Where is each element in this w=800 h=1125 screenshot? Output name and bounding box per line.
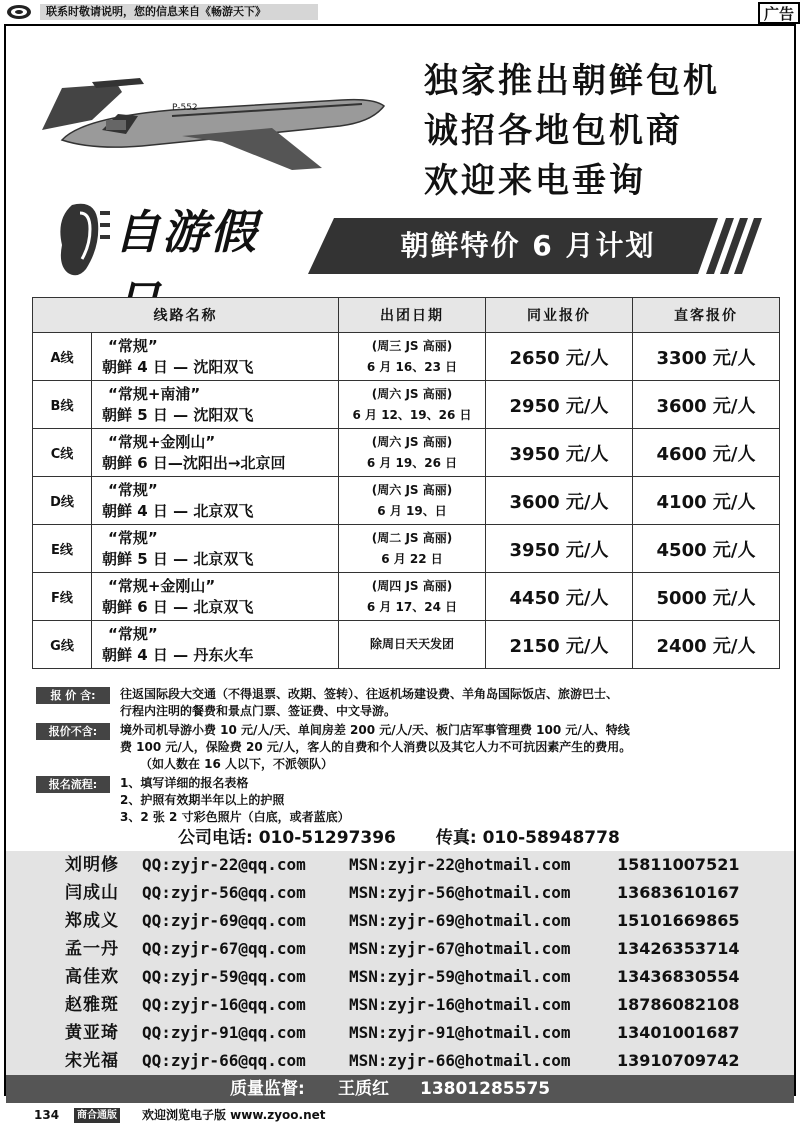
retail-price: 4600 元/人 (633, 429, 780, 477)
contact-name: 宋光福 (65, 1051, 119, 1071)
route-cell (92, 573, 339, 621)
date-airline: (周三 JS 高丽) (371, 338, 453, 353)
note-included-label: 报 价 含: (36, 687, 110, 704)
contact-name: 高佳欢 (65, 967, 119, 987)
date-days: 6 月 19、日 (377, 503, 447, 518)
contact-phone: 15811007521 (617, 855, 740, 874)
trade-price: 3950 元/人 (486, 429, 633, 477)
note-line: （如人数在 16 人以下，不派领队） (140, 757, 334, 771)
contact-name: 闫成山 (65, 883, 119, 903)
trade-price: 2950 元/人 (486, 381, 633, 429)
date-airline: (周二 JS 高丽) (371, 530, 453, 545)
note-excluded (36, 722, 776, 773)
note-line: 行程内注明的餐费和景点门票、签证费、中文导游。 (120, 704, 397, 718)
notice-strip (40, 4, 318, 20)
header-route: 线路名称 (33, 298, 339, 333)
retail-price: 3300 元/人 (633, 333, 780, 381)
note-process-label: 报名流程: (36, 776, 110, 793)
line-code: D线 (33, 477, 92, 525)
retail-price: 2400 元/人 (633, 621, 780, 669)
date-airline: (周六 JS 高丽) (371, 386, 453, 401)
list-item (6, 991, 794, 1019)
company-contact-line (178, 826, 738, 850)
date-cell (339, 525, 486, 573)
route-type: “常规+金刚山” (108, 576, 216, 595)
contact-phone: 13683610167 (617, 883, 740, 902)
contact-qq: QQ:zyjr-16@qq.com (142, 995, 306, 1014)
route-type: “常规” (108, 336, 158, 355)
list-item (6, 935, 794, 963)
date-cell (339, 381, 486, 429)
route-cell (92, 477, 339, 525)
promo-banner (308, 218, 770, 274)
contact-msn: MSN:zyjr-69@hotmail.com (349, 911, 571, 930)
date-days: 6 月 17、24 日 (366, 599, 458, 614)
line-code: F线 (33, 573, 92, 621)
route-cell (92, 333, 339, 381)
supervision-phone: 13801285575 (420, 1079, 551, 1099)
table-row (33, 621, 780, 669)
website-text: 欢迎浏览电子版 www.zyoo.net (142, 1108, 326, 1122)
banner-title: 朝鲜特价 6 月计划 (400, 229, 656, 262)
contact-name: 刘明修 (65, 855, 119, 875)
table-row (33, 573, 780, 621)
contact-name: 孟一丹 (65, 939, 119, 959)
headline-line-2: 诚招各地包机商 (424, 111, 683, 151)
retail-price: 4100 元/人 (633, 477, 780, 525)
ad-label: 广告 (758, 2, 800, 24)
date-days: 6 月 19、26 日 (366, 455, 458, 470)
contact-phone: 15101669865 (617, 911, 740, 930)
route-type: “常规” (108, 624, 158, 643)
contact-qq: QQ:zyjr-91@qq.com (142, 1023, 306, 1042)
trade-price: 2650 元/人 (486, 333, 633, 381)
line-code: A线 (33, 333, 92, 381)
contact-phone: 13910709742 (617, 1051, 740, 1070)
route-type: “常规+南浦” (108, 384, 201, 403)
headline-block (424, 56, 784, 206)
date-airline: (周六 JS 高丽) (371, 434, 453, 449)
page-footer (0, 1106, 800, 1125)
company-phone: 公司电话: 010-51297396 (178, 828, 396, 848)
contact-msn: MSN:zyjr-66@hotmail.com (349, 1051, 571, 1070)
brand-name: 自游假 (114, 205, 258, 259)
contact-name: 郑成义 (65, 911, 119, 931)
date-days: 6 月 12、19、26 日 (352, 407, 472, 422)
trade-price: 4450 元/人 (486, 573, 633, 621)
line-code: G线 (33, 621, 92, 669)
note-line: 3、2 张 2 寸彩色照片（白底，或者蓝底） (120, 810, 350, 824)
table-row (33, 525, 780, 573)
note-line: 1、填写详细的报名表格 (120, 776, 249, 790)
contact-phone: 18786082108 (617, 995, 740, 1014)
line-code: E线 (33, 525, 92, 573)
contact-qq: QQ:zyjr-22@qq.com (142, 855, 306, 874)
date-cell (339, 477, 486, 525)
contact-name: 赵雅斑 (65, 995, 119, 1015)
list-item (6, 963, 794, 991)
line-code: B线 (33, 381, 92, 429)
route-cell (92, 621, 339, 669)
supervision-name: 王质红 (338, 1079, 389, 1099)
note-line: 往返国际段大交通（不得退票、改期、签转）、往返机场建设费、羊角岛国际饭店、旅游巴士、 (120, 687, 619, 701)
list-item (6, 851, 794, 879)
contact-qq: QQ:zyjr-67@qq.com (142, 939, 306, 958)
date-airline: (周六 JS 高丽) (371, 482, 453, 497)
airplane-icon (22, 70, 392, 180)
note-line: 费 100 元/人，保险费 20 元/人，客人的自费和个人消费以及其它人力不可抗因素产生的费用。 (120, 740, 632, 754)
note-line: 境外司机导游小费 10 元/人/天、单间房差 200 元/人/天、板门店军事管理费 100 元/人、特线 (120, 723, 630, 737)
retail-price: 3600 元/人 (633, 381, 780, 429)
contact-msn: MSN:zyjr-67@hotmail.com (349, 939, 571, 958)
contact-qq: QQ:zyjr-56@qq.com (142, 883, 306, 902)
header-retail-price: 直客报价 (633, 298, 780, 333)
contact-qq: QQ:zyjr-69@qq.com (142, 911, 306, 930)
page-number: 134 (34, 1108, 60, 1122)
table-header-row (33, 298, 780, 333)
date-days: 6 月 16、23 日 (366, 359, 458, 374)
route-type: “常规+金刚山” (108, 432, 216, 451)
note-included (36, 686, 776, 720)
table-row (33, 333, 780, 381)
date-airline: (周四 JS 高丽) (371, 578, 453, 593)
top-bar (0, 0, 800, 24)
contact-msn: MSN:zyjr-91@hotmail.com (349, 1023, 571, 1042)
trade-price: 3600 元/人 (486, 477, 633, 525)
retail-price: 4500 元/人 (633, 525, 780, 573)
route-cell (92, 381, 339, 429)
date-days: 6 月 22 日 (381, 551, 443, 566)
trade-price: 2150 元/人 (486, 621, 633, 669)
date-cell (339, 621, 486, 669)
route-cell (92, 429, 339, 477)
quality-supervision-bar (6, 1075, 794, 1103)
contact-phone: 13426353714 (617, 939, 740, 958)
contact-phone: 13436830554 (617, 967, 740, 986)
list-item (6, 907, 794, 935)
route-detail: 朝鲜 5 日 — 北京双飞 (102, 549, 254, 568)
route-detail: 朝鲜 4 日 — 丹东火车 (102, 645, 254, 664)
header-date: 出团日期 (339, 298, 486, 333)
magazine-logo-icon (6, 3, 32, 20)
footprint-logo-icon (50, 199, 112, 279)
contact-qq: QQ:zyjr-59@qq.com (142, 967, 306, 986)
contact-qq: QQ:zyjr-66@qq.com (142, 1051, 306, 1070)
route-detail: 朝鲜 4 日 — 沈阳双飞 (102, 357, 254, 376)
headline-line-3: 欢迎来电垂询 (424, 161, 646, 201)
list-item (6, 1019, 794, 1047)
line-code: C线 (33, 429, 92, 477)
note-excluded-label: 报价不含: (36, 723, 110, 740)
route-detail: 朝鲜 6 日—沈阳出→北京回 (102, 453, 286, 472)
trade-price: 3950 元/人 (486, 525, 633, 573)
contact-msn: MSN:zyjr-16@hotmail.com (349, 995, 571, 1014)
contact-msn: MSN:zyjr-59@hotmail.com (349, 967, 571, 986)
list-item (6, 879, 794, 907)
header-trade-price: 同业报价 (486, 298, 633, 333)
list-item (6, 1047, 794, 1075)
price-table (32, 297, 780, 669)
headline-line-1: 独家推出朝鲜包机 (424, 61, 720, 101)
contact-msn: MSN:zyjr-56@hotmail.com (349, 883, 571, 902)
date-cell (339, 333, 486, 381)
date-airline: 除周日天天发团 (369, 637, 454, 651)
retail-price: 5000 元/人 (633, 573, 780, 621)
route-detail: 朝鲜 4 日 — 北京双飞 (102, 501, 254, 520)
date-cell (339, 429, 486, 477)
route-detail: 朝鲜 6 日 — 北京双飞 (102, 597, 254, 616)
contact-name: 黄亚琦 (65, 1023, 119, 1043)
route-cell (92, 525, 339, 573)
route-type: “常规” (108, 528, 158, 547)
contact-msn: MSN:zyjr-22@hotmail.com (349, 855, 571, 874)
brand-logo (46, 195, 286, 285)
route-type: “常规” (108, 480, 158, 499)
date-cell (339, 573, 486, 621)
plane-registration: P-552 (172, 103, 198, 113)
table-row (33, 381, 780, 429)
note-process (36, 775, 776, 826)
contact-phone: 13401001687 (617, 1023, 740, 1042)
contacts-list (6, 851, 794, 1075)
note-line: 2、护照有效期半年以上的护照 (120, 793, 285, 807)
notes-section (36, 686, 776, 828)
table-row (33, 429, 780, 477)
company-fax: 传真: 010-58948778 (435, 828, 620, 848)
supervision-label: 质量监督: (230, 1079, 305, 1099)
route-detail: 朝鲜 5 日 — 沈阳双飞 (102, 405, 254, 424)
edition-badge: 商合通版 (74, 1108, 120, 1123)
notice-text: 联系时敬请说明，您的信息来自《畅游天下》 (46, 5, 266, 18)
table-row (33, 477, 780, 525)
